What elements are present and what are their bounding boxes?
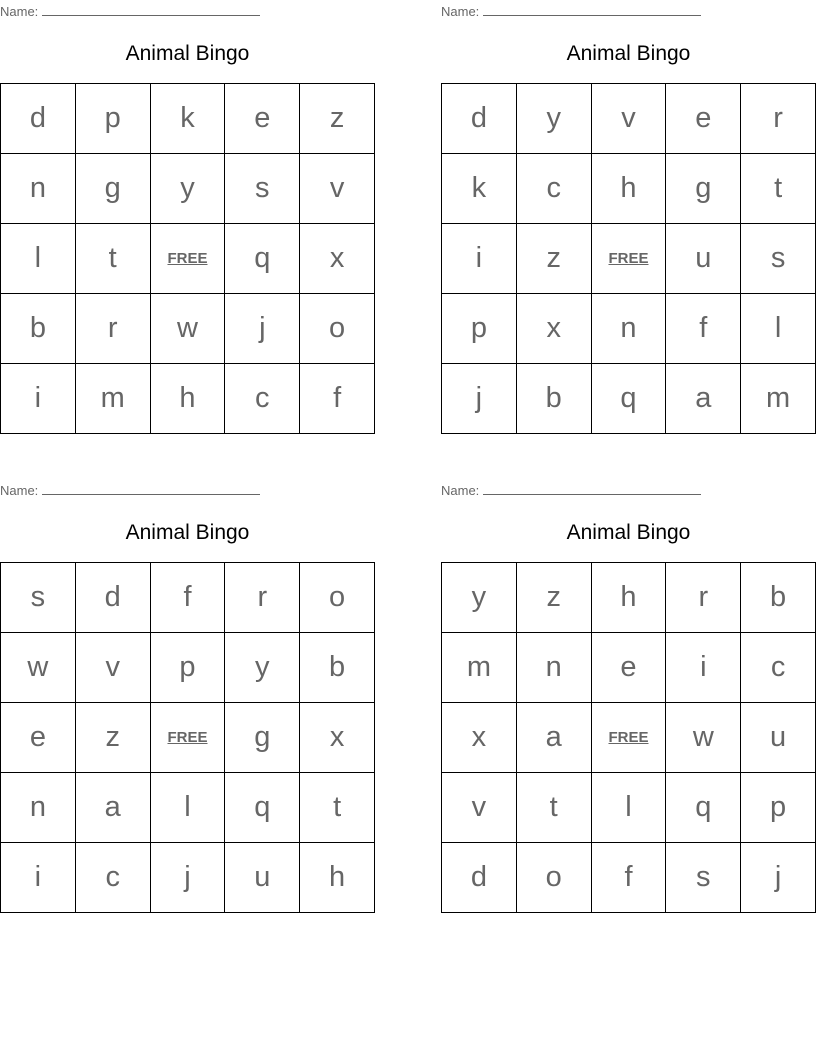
- bingo-cell: p: [741, 773, 816, 843]
- bingo-cell: p: [442, 294, 517, 364]
- bingo-cell: d: [442, 84, 517, 154]
- bingo-cell: z: [516, 224, 591, 294]
- bingo-cell: a: [666, 364, 741, 434]
- bingo-cell: g: [75, 154, 150, 224]
- grid-row: [1, 773, 375, 843]
- bingo-cell: s: [225, 154, 300, 224]
- bingo-cell: d: [1, 84, 76, 154]
- bingo-cell: c: [225, 364, 300, 434]
- bingo-cell: d: [442, 843, 517, 913]
- grid-row: [442, 364, 816, 434]
- grid-row: [1, 154, 375, 224]
- bingo-cell: h: [150, 364, 225, 434]
- name-blank-line: [483, 482, 701, 495]
- name-field: [441, 482, 701, 498]
- bingo-cell: j: [741, 843, 816, 913]
- bingo-cell: o: [300, 294, 375, 364]
- bingo-cell: w: [1, 633, 76, 703]
- bingo-cell: r: [666, 563, 741, 633]
- bingo-cell: n: [1, 154, 76, 224]
- bingo-cell: x: [300, 703, 375, 773]
- bingo-cell: x: [442, 703, 517, 773]
- grid-row: [1, 364, 375, 434]
- bingo-cell: r: [75, 294, 150, 364]
- grid-row: [1, 633, 375, 703]
- grid-row: [442, 154, 816, 224]
- bingo-cell: o: [516, 843, 591, 913]
- bingo-cell: q: [225, 773, 300, 843]
- bingo-cell: i: [442, 224, 517, 294]
- bingo-cell: q: [225, 224, 300, 294]
- bingo-cell: m: [75, 364, 150, 434]
- bingo-cell: c: [75, 843, 150, 913]
- bingo-cell: y: [225, 633, 300, 703]
- bingo-cell: u: [666, 224, 741, 294]
- bingo-cell: p: [75, 84, 150, 154]
- bingo-cell: k: [442, 154, 517, 224]
- bingo-cell: x: [300, 224, 375, 294]
- free-space: FREE: [591, 703, 666, 773]
- bingo-cell: i: [1, 364, 76, 434]
- bingo-cell: w: [666, 703, 741, 773]
- name-blank-line: [483, 3, 701, 16]
- card-title: Animal Bingo: [566, 42, 691, 65]
- bingo-cell: r: [225, 563, 300, 633]
- bingo-cell: n: [516, 633, 591, 703]
- bingo-cell: m: [442, 633, 517, 703]
- bingo-cell: s: [666, 843, 741, 913]
- bingo-cell: f: [666, 294, 741, 364]
- grid-row: [442, 84, 816, 154]
- bingo-cell: y: [150, 154, 225, 224]
- name-field: [0, 3, 260, 19]
- bingo-cell: z: [75, 703, 150, 773]
- bingo-cell: v: [591, 84, 666, 154]
- bingo-cell: b: [516, 364, 591, 434]
- name-label: Name:: [0, 4, 39, 19]
- bingo-cell: r: [741, 84, 816, 154]
- bingo-cell: a: [75, 773, 150, 843]
- grid-row: [1, 294, 375, 364]
- bingo-grid: [441, 83, 816, 434]
- bingo-cell: f: [591, 843, 666, 913]
- bingo-cell: v: [442, 773, 517, 843]
- grid-row: [442, 294, 816, 364]
- bingo-cell: b: [1, 294, 76, 364]
- grid-row: [442, 843, 816, 913]
- bingo-cell: h: [591, 154, 666, 224]
- bingo-cell: f: [150, 563, 225, 633]
- bingo-cell: j: [150, 843, 225, 913]
- name-field: [0, 482, 260, 498]
- bingo-cell: e: [591, 633, 666, 703]
- bingo-cell: v: [300, 154, 375, 224]
- bingo-cell: j: [442, 364, 517, 434]
- bingo-cell: e: [1, 703, 76, 773]
- bingo-cell: t: [741, 154, 816, 224]
- name-label: Name:: [441, 4, 480, 19]
- card-title: Animal Bingo: [125, 521, 250, 544]
- bingo-cell: q: [666, 773, 741, 843]
- bingo-grid: [441, 562, 816, 913]
- name-blank-line: [42, 482, 260, 495]
- bingo-cell: q: [591, 364, 666, 434]
- bingo-cell: u: [741, 703, 816, 773]
- bingo-cell: x: [516, 294, 591, 364]
- bingo-cell: t: [300, 773, 375, 843]
- bingo-cell: b: [300, 633, 375, 703]
- grid-row: [1, 563, 375, 633]
- bingo-cell: g: [225, 703, 300, 773]
- bingo-cell: n: [1, 773, 76, 843]
- bingo-cell: h: [591, 563, 666, 633]
- bingo-cell: s: [741, 224, 816, 294]
- bingo-cell: d: [75, 563, 150, 633]
- bingo-cell: y: [516, 84, 591, 154]
- name-field: [441, 3, 701, 19]
- bingo-cell: w: [150, 294, 225, 364]
- bingo-cell: m: [741, 364, 816, 434]
- free-space: FREE: [150, 224, 225, 294]
- bingo-cell: k: [150, 84, 225, 154]
- bingo-cell: h: [300, 843, 375, 913]
- grid-row: [442, 224, 816, 294]
- bingo-cell: v: [75, 633, 150, 703]
- bingo-cell: p: [150, 633, 225, 703]
- name-label: Name:: [441, 483, 480, 498]
- bingo-cell: l: [591, 773, 666, 843]
- bingo-cell: i: [666, 633, 741, 703]
- grid-row: [1, 84, 375, 154]
- grid-row: [442, 563, 816, 633]
- card-title: Animal Bingo: [566, 521, 691, 544]
- grid-row: [1, 843, 375, 913]
- bingo-cell: z: [516, 563, 591, 633]
- bingo-cell: i: [1, 843, 76, 913]
- bingo-cell: e: [666, 84, 741, 154]
- name-blank-line: [42, 3, 260, 16]
- free-space: FREE: [591, 224, 666, 294]
- bingo-cell: c: [741, 633, 816, 703]
- bingo-cell: l: [150, 773, 225, 843]
- name-label: Name:: [0, 483, 39, 498]
- bingo-cell: l: [1, 224, 76, 294]
- grid-row: [442, 703, 816, 773]
- bingo-cell: s: [1, 563, 76, 633]
- free-space: FREE: [150, 703, 225, 773]
- bingo-grid: [0, 562, 375, 913]
- bingo-grid: [0, 83, 375, 434]
- bingo-cell: a: [516, 703, 591, 773]
- bingo-cell: c: [516, 154, 591, 224]
- bingo-cell: o: [300, 563, 375, 633]
- bingo-cell: g: [666, 154, 741, 224]
- bingo-cell: z: [300, 84, 375, 154]
- bingo-cell: y: [442, 563, 517, 633]
- grid-row: [1, 224, 375, 294]
- grid-row: [1, 703, 375, 773]
- grid-row: [442, 633, 816, 703]
- bingo-cell: f: [300, 364, 375, 434]
- bingo-cell: e: [225, 84, 300, 154]
- bingo-cell: l: [741, 294, 816, 364]
- bingo-cell: t: [516, 773, 591, 843]
- bingo-cell: n: [591, 294, 666, 364]
- card-title: Animal Bingo: [125, 42, 250, 65]
- bingo-cell: b: [741, 563, 816, 633]
- bingo-cell: j: [225, 294, 300, 364]
- bingo-cell: t: [75, 224, 150, 294]
- grid-row: [442, 773, 816, 843]
- bingo-cell: u: [225, 843, 300, 913]
